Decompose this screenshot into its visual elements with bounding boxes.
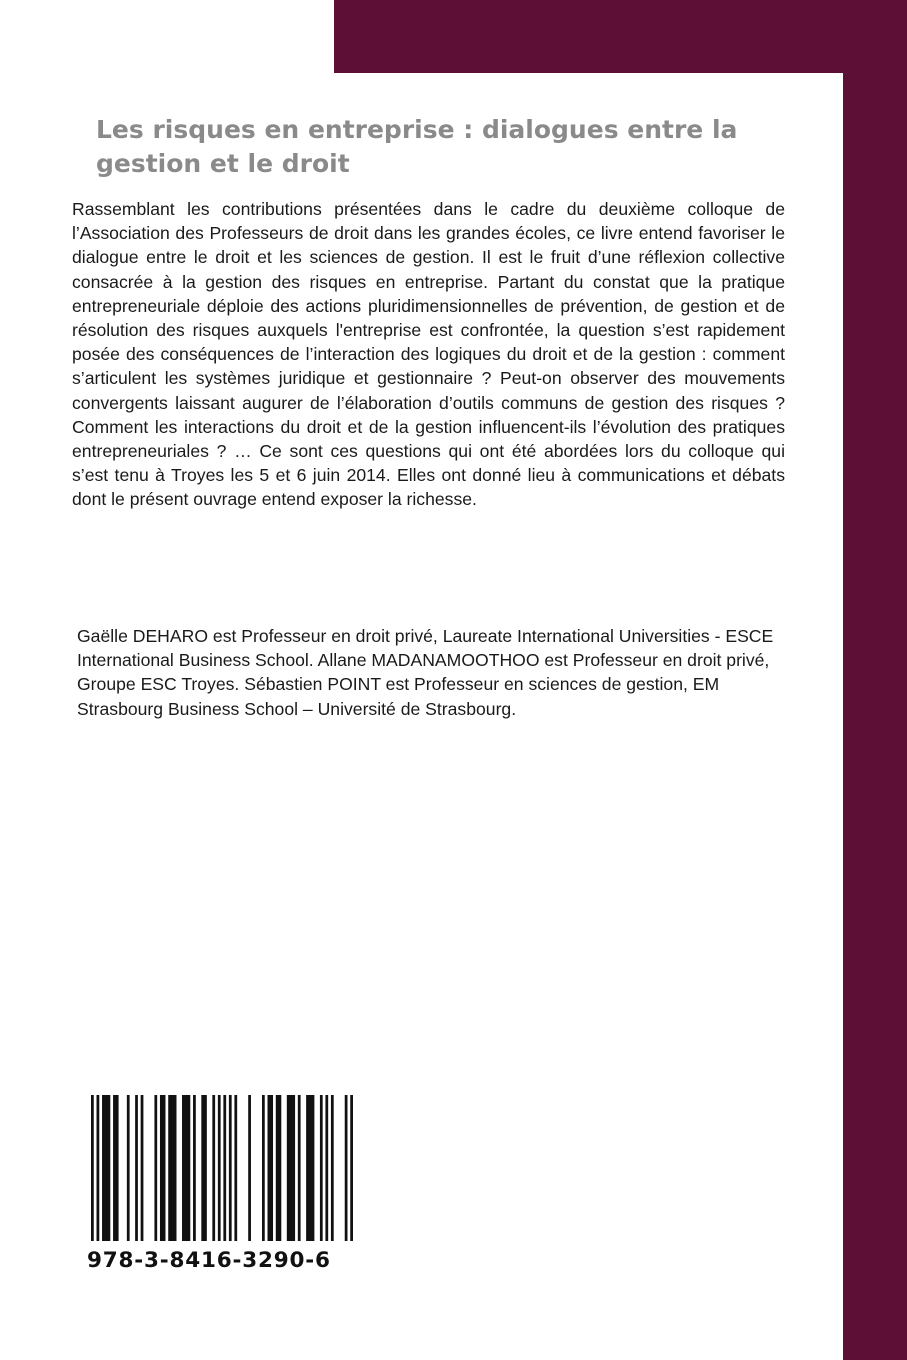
- barcode-bar: [218, 1095, 221, 1241]
- barcode-bar: [91, 1095, 94, 1241]
- barcode-bar: [331, 1095, 334, 1241]
- isbn-number: 978-3-8416-3290-6: [87, 1248, 331, 1273]
- right-color-band: [843, 0, 907, 1360]
- barcode-bar: [193, 1095, 196, 1241]
- barcode-bar: [287, 1095, 295, 1241]
- book-summary: Rassemblant les contributions présentées dans le cadre du deuxième colloque de l’Association des Professeurs de droit dans les grandes écoles, ce livre entend favoriser le dialogue entre le droit et les sciences de gestion. Il est le fruit d’une réflexion collective consacrée à la gestion des risques en entreprise. Partant du constat que la pratique entrepreneuriale déploie des actions pluridimensionnelles de prévention, de gestion et de résolution des risques auxquels l'entreprise est confrontée, la question s’est rapidement posée des conséquences de l’interaction des logiques du droit et de la gestion : comment s’articulent les systèmes juridique et gestionnaire ? Peut-on observer des mouvements convergents laissant augurer de l’élaboration d’outils communs de gestion des risques ? Comment les interactions du droit et de la gestion influencent-ils l’évolution des pratiques entrepreneuriales ? … Ce sont ces questions qui ont été abordées lors du colloque qui s’est tenu à Troyes les 5 et 6 juin 2014. Elles ont donné lieu à communications et débats dont le présent ouvrage entend exposer la richesse.: [72, 199, 785, 510]
- barcode-bar: [154, 1095, 157, 1241]
- barcode-block: [69, 1079, 375, 1291]
- barcode-bar: [168, 1095, 176, 1241]
- barcode-bar: [268, 1095, 274, 1241]
- barcode-bar: [113, 1095, 119, 1241]
- barcode-bar: [127, 1095, 130, 1241]
- author-bios: Gaëlle DEHARO est Professeur en droit privé, Laureate International Universities - ESCE International Business School. Allane MADANAMOOTHOO est Professeur en droit privé, Groupe ESC Troyes. Sébastien POINT est Professeur en sciences de gestion, EM Strasbourg Business School – Université de Strasbourg.: [77, 626, 774, 719]
- barcode-bar: [102, 1095, 110, 1241]
- barcode-bar: [201, 1095, 207, 1241]
- barcode-bar: [325, 1095, 328, 1241]
- barcode-bar: [298, 1095, 301, 1241]
- barcode-bar: [345, 1095, 348, 1241]
- barcode-bar: [320, 1095, 323, 1241]
- barcode-bar: [141, 1095, 144, 1241]
- isbn-barcode: [91, 1095, 353, 1241]
- barcode-bar: [182, 1095, 190, 1241]
- barcode-bar: [97, 1095, 100, 1241]
- barcode-bar: [212, 1095, 215, 1241]
- barcode-bar: [160, 1095, 166, 1241]
- top-color-band: [334, 0, 907, 73]
- barcode-bar: [223, 1095, 226, 1241]
- barcode-bar: [229, 1095, 232, 1241]
- barcode-bar: [234, 1095, 237, 1241]
- book-title: Les risques en entreprise : dialogues entre la gestion et le droit: [96, 115, 738, 178]
- barcode-bar: [276, 1095, 282, 1241]
- barcode-bar: [306, 1095, 314, 1241]
- barcode-bar: [350, 1095, 353, 1241]
- barcode-bar: [135, 1095, 138, 1241]
- barcode-bar: [262, 1095, 265, 1241]
- barcode-bar: [248, 1095, 251, 1241]
